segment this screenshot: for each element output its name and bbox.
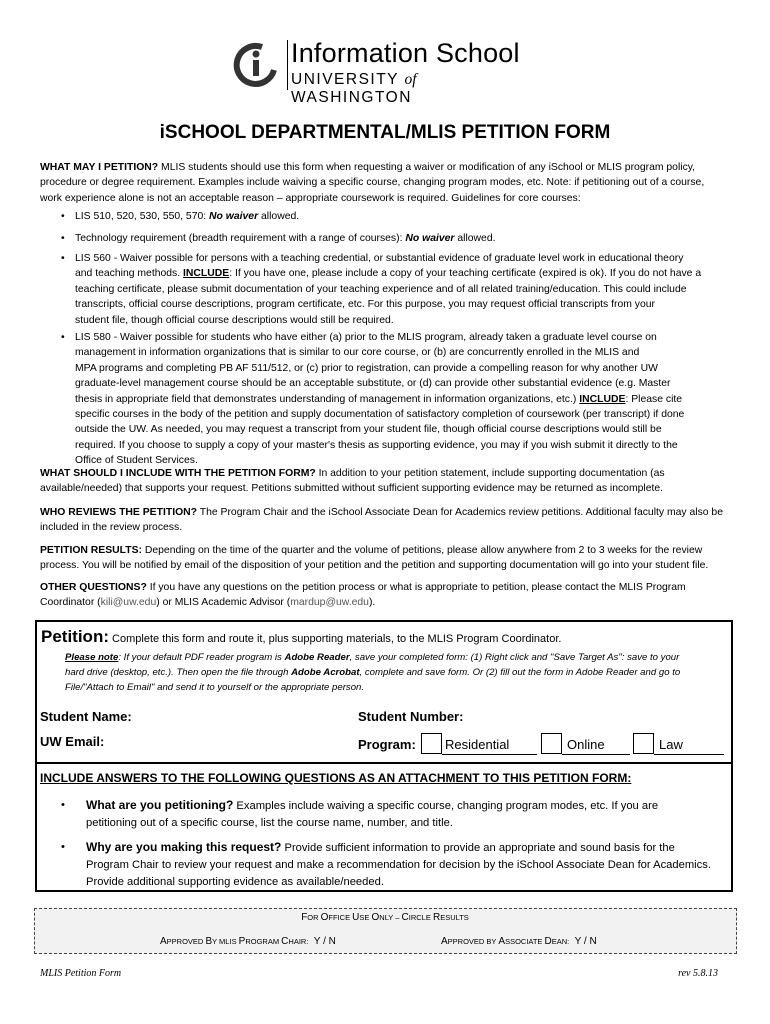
bullet-lis560: • LIS 560 - Waiver possible for persons with a teaching credential, or substantial evidence of graduate level work in educational theory and teaching methods. INCLUDE: If you have one, please include a copy of your teaching certificate (expired is ok). If you do not have a teaching certificate, please submit documentation of your teaching experience and of all related training/education. This could include transcripts, official course descriptions, program certificate, etc. For this purpose, you may request official transcripts from your student file, though official course descriptions would still be required. <box>61 253 702 326</box>
footer-revision: rev 5.8.13 <box>678 968 718 979</box>
question-petitioning: • What are you petitioning? Examples include waiving a specific course, changing program modes, etc. If you are petitioning out of a specific course, list the course name, number, and title. <box>61 798 659 829</box>
law-checkbox[interactable] <box>633 733 654 754</box>
petition-note: Please note: If your default PDF reader program is Adobe Reader, save your completed form: (1) Right click and "Save Target As": save to your hard drive (desktop, etc.). Then open the file through Adobe Acrobat, complete and save form. Or (2) fill out the form in Adobe Reader and go to File/"Attach to Email" and send it to yourself or the appropriate person. <box>65 652 681 693</box>
program-chair-approval: APPROVED BY MLIS PROGRAM CHAIR: Y / N <box>160 936 336 947</box>
uw-email-label: UW Email: <box>40 734 105 749</box>
results-section: PETITION RESULTS: Depending on the time of the quarter and the volume of petitions, please allow anywhere from 2 to 3 weeks for the review process. You will be notified by email of the disposition of your petition and the petition and supporting documentation will go into your student file. <box>40 545 709 572</box>
student-number-label: Student Number: <box>358 709 464 724</box>
logo-divider <box>287 40 288 90</box>
student-number-field[interactable] <box>465 708 715 724</box>
logo-title: Information School <box>291 38 520 68</box>
bullet-technology: • Technology requirement (breadth requirement with a range of courses): No waiver allowed. <box>61 233 496 244</box>
bullet-lis580: • LIS 580 - Waiver possible for students who have either (a) prior to the MLIS program, already taken a graduate level course on management in information organizations that is similar to our core course, or (b) are concurrently enrolled in the MLIS and MPA programs and completing PB AF 511/512, or (c) prior to registration, can provide a compelling reason for why another UW graduate-level management course should be an acceptable substitute, or (d) can provide other substantial evidence (e.g. Master thesis in appropriate field that demonstrates understanding of management in information organizations, etc.) INCLUDE: Please cite specific courses in the body of the petition and supply documentation of satisfactory completion of coursework (per transcript) if done outside the UW. As needed, you may request a transcript from your student file, though official course descriptions would still be required. If you choose to supply a copy of your master's thesis as supporting evidence, you may if you wish submit it directly to the Office of Student Services. <box>61 332 685 467</box>
law-underline <box>654 754 724 755</box>
online-option-label: Online <box>567 737 605 752</box>
bullet-core-courses: • LIS 510, 520, 530, 550, 570: No waiver allowed. <box>61 211 300 222</box>
office-use-heading: FOR OFFICE USE ONLY – CIRCLE RESULTS <box>301 912 469 923</box>
question-why: • Why are you making this request? Provide sufficient information to provide an appropriate and sound basis for the Program Chair to review your request and make a recommendation for decision by the iSchool Associate Dean for Academics. Provide additional supporting evidence as available/needed. <box>61 840 711 888</box>
residential-checkbox[interactable] <box>421 733 442 754</box>
logo-subtitle: UNIVERSITY of WASHINGTON <box>291 71 417 106</box>
student-name-field[interactable] <box>135 708 340 724</box>
program-label: Program: <box>358 737 416 752</box>
answers-heading: INCLUDE ANSWERS TO THE FOLLOWING QUESTIONS AS AN ATTACHMENT TO THIS PETITION FORM: <box>40 771 632 785</box>
page-title: iSCHOOL DEPARTMENTAL/MLIS PETITION FORM <box>159 122 611 143</box>
coordinator-email-link[interactable]: kili@uw.edu <box>100 597 157 609</box>
reviews-section: WHO REVIEWS THE PETITION? The Program Chair and the iSchool Associate Dean for Academics review petitions. Additional faculty may also be included in the review process. <box>40 507 723 534</box>
uw-email-field[interactable] <box>110 733 340 749</box>
residential-option-label: Residential <box>445 737 510 752</box>
iSchool-logo <box>232 38 522 106</box>
online-checkbox[interactable] <box>541 733 562 754</box>
form-divider <box>35 762 733 764</box>
iSchool-logo-icon <box>232 40 280 88</box>
include-section: WHAT SHOULD I INCLUDE WITH THE PETITION FORM? In addition to your petition statement, include supporting documentation (as available/needed) that supports your request. Petitions submitted without sufficient supporting evidence may be returned as incomplete. <box>40 468 665 495</box>
questions-section: OTHER QUESTIONS? If you have any questions on the petition process or what is appropriate to petition, please contact the MLIS Program Coordinator (kili@uw.edu) or MLIS Academic Advisor (mardup@uw.edu). <box>40 582 686 609</box>
online-underline <box>562 754 630 755</box>
petition-heading: Petition: Complete this form and route it, plus supporting materials, to the MLIS Program Coordinator. <box>41 627 562 646</box>
associate-dean-approval: APPROVED BY ASSOCIATE DEAN: Y / N <box>441 936 597 947</box>
residential-underline <box>442 754 537 755</box>
advisor-email-link[interactable]: mardup@uw.edu <box>290 597 369 609</box>
law-option-label: Law <box>659 737 683 752</box>
footer-form-name: MLIS Petition Form <box>40 968 122 979</box>
student-name-label: Student Name: <box>40 709 132 724</box>
intro-paragraph: WHAT MAY I PETITION? MLIS students should use this form when requesting a waiver or modification of any iSchool or MLIS program policy, procedure or degree requirement. Examples include waiving a specific course, changing program modes, etc. Note: if petitioning out of a course, work experience alone is not an acceptable reason – appropriate coursework is required. Guidelines for core courses: <box>40 162 705 204</box>
